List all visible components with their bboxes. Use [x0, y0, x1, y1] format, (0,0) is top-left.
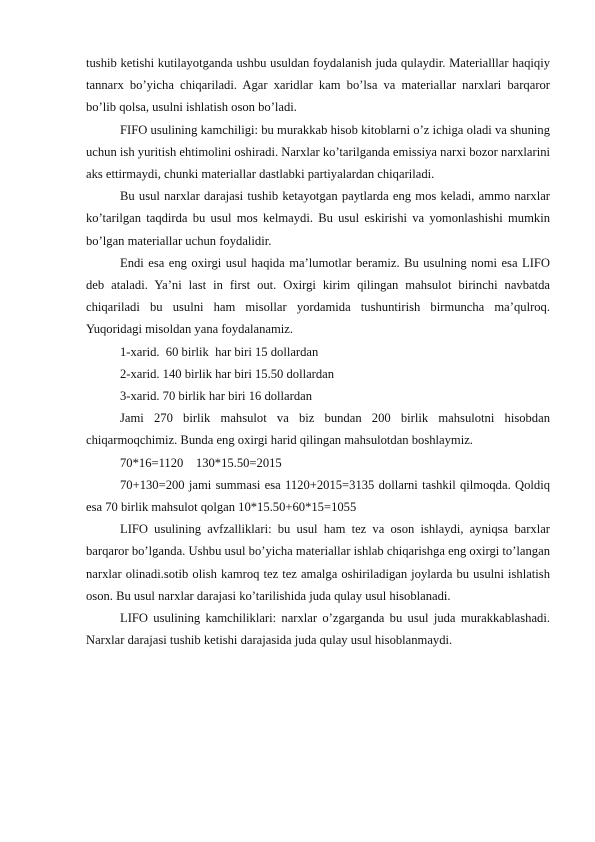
paragraph-total-units: Jami 270 birlik mahsulot va biz bundan 200 birlik mahsulotni hisobdan chiqarmoqchimiz. Bunda eng oxirgi harid qilingan mahsulotdan boshlaymiz. [86, 411, 550, 448]
purchase-line-2: 2-xarid. 140 birlik har biri 15.50 dollardan [120, 366, 335, 381]
paragraph-intro-continuation: tushib ketishi kutilayotganda ushbu usuldan foydalanish juda qulaydir. Materialllar haqiqiy tannarx bo’yicha chiqariladi. Agar xaridlar kam bo’lsa va materiallar narxlari barqaror bo’lib qolsa, usulni ishlatish oson bo’ladi. [86, 56, 550, 115]
purchase-line-3: 3-xarid. 70 birlik har biri 16 dollardan [120, 389, 313, 404]
calculation-line: 70*16=1120 130*15.50=2015 [120, 455, 282, 470]
paragraph-lifo-intro: Endi esa eng oxirgi usul haqida ma’lumotlar beramiz. Bu usulning nomi esa LIFO deb ataladi. Ya’ni last in first out. Oxirgi kirim qilingan mahsulot birinchi navbatda chiqariladi bu usulni ham misollar yordamida tushuntirish birmuncha ma’qulroq. Yuqoridagi misoldan yana foydalanamiz. [86, 255, 550, 337]
paragraph-fifo-suitability: Bu usul narxlar darajasi tushib ketayotgan paytlarda eng mos keladi, ammo narxlar ko’tarilgan taqdirda bu usul mos kelmaydi. Bu usul eskirishi va yomonlashishi mumkin bo’lgan materiallar uchun foydalidir. [86, 189, 550, 248]
paragraph-lifo-advantages: LIFO usulining avfzalliklari: bu usul ham tez va oson ishlaydi, ayniqsa barxlar barqaror bo’lganda. Ushbu usul bo’yicha materiallar ishlab chiqarishga eng oxirgi to’langan narxlar olinadi.sotib olish kamroq tez tez amalga oshiriladigan joylarda bu usulni ishlatish oson. Bu usul narxlar darajasi ko’tarilishida juda qulay usul hisoblanadi. [86, 522, 550, 603]
paragraph-calculation-result: 70+130=200 jami summasi esa 1120+2015=3135 dollarni tashkil qilmoqda. Qoldiq esa 70 birlik mahsulot qolgan 10*15.50+60*15=1055 [86, 477, 550, 515]
purchase-line-1: 1-xarid. 60 birlik har biri 15 dollardan [120, 344, 319, 359]
paragraph-lifo-drawbacks: LIFO usulining kamchiliklari: narxlar o’zgarganda bu usul juda murakkablashadi. Narxlar darajasi tushib ketishi darajasida juda qulay usul hisoblanmaydi. [86, 611, 550, 648]
document-body [86, 52, 550, 651]
paragraph-fifo-drawbacks: FIFO usulining kamchiligi: bu murakkab hisob kitoblarni o’z ichiga oladi va shuning uchun ish yuritish ehtimolini oshiradi. Narxlar ko’tarilganda emissiya narxi bozor narxlarini aks ettirmaydi, chunki materiallar dastlabki partiyalardan chiqariladi. [86, 122, 550, 182]
